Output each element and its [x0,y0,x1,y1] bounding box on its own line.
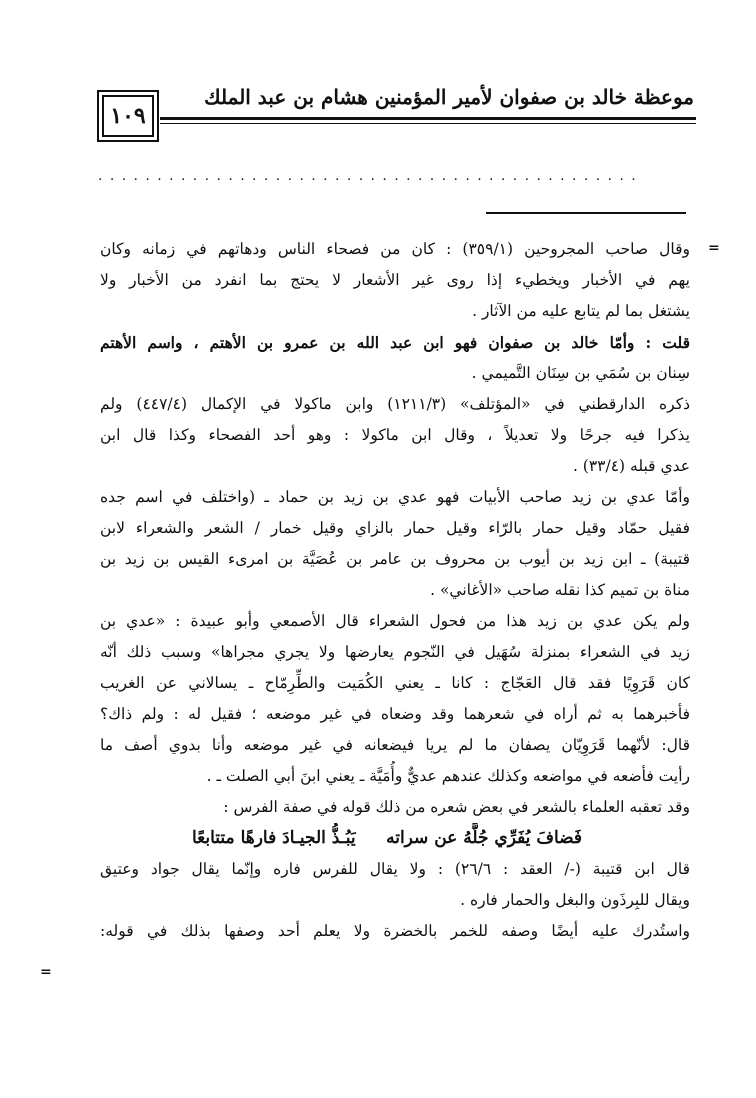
text-line: قال: لأنّهما قَرَوِيّان يصفان ما لم يريا فيضعانه في غير موضعه وأنا بدوي أصف ما [100,736,690,754]
text-line: رأيت فأضعه في مواضعه وكذلك عندهم عديٌّ وأُمَيَّة ـ يعني ابنَ أبي الصلت ـ . [206,767,690,785]
text-line: ذكره الدارقطني في «المؤتلف» (١٢١١/٣) وابن ماكولا في الإكمال (٤٤٧/٤) ولم [100,395,690,413]
footnote-rule [486,212,686,214]
text-line: كان قَرَوِيًا فقد قال العَجّاج : كانا ـ يعني الكُمَيت والطِّرِمّاح ـ يسالاني عن الغريب [100,674,690,692]
body-text [100,234,690,947]
text-line: قتيبة) ـ ابن زيد بن أيوب بن محروف بن عامر بن عُصَيَّة بن امرىء القيس بن زيد بن [100,550,690,568]
text-line: يذكرا فيه جرحًا ولا تعديلاً ، وقال ابن ماكولا : وهو أحد الفصحاء وكذا قال ابن [100,426,690,444]
text-line: قلت : وأمّا خالد بن صفوان فهو ابن عبد الله بن عمرو بن الأهتم ، واسم الأهتم [100,333,690,352]
header-rule-thick [160,117,696,120]
poem-verse [100,823,690,854]
text-line: يشتغل بما لم يتابع عليه من الآثار . [472,302,690,320]
header-rule-thin [160,123,696,124]
verse-first-hemistich: فَضافَ يُفَرِّي جُلَّهُ عن سراته [386,828,582,848]
text-line: فقيل حمّاد وقيل حمار بالرّاء وقيل حمار بالزاي وقيل خمار / الشعر والشعراء لابن [100,519,690,537]
text-line: فأخبرهما به ثم أراه في شعرهما وقد وضعاه في غير موضعه ؛ فقيل له : ولم ذاك؟ [100,705,690,723]
text-line: واستُدرك عليه أيضًا وصفه للخمر بالخضرة ولا يعلم أحد وصفها بذلك في قوله: [100,922,690,940]
continuation-mark-top: = [708,240,720,256]
page-number-box [97,90,159,142]
text-line: عدي قبله (٣٣/٤) . [572,457,690,475]
verse-second-hemistich: يَبُـذُّ الجيـادَ فارهًا متتابعًا [192,828,356,848]
text-line: يهم في الأخبار ويخطيء إذا روى غير الأشعار لا يحتج بما انفرد من الأخبار ولا [100,271,690,289]
continuation-mark-bottom: = [40,964,52,980]
text-line: زيد في الشعراء بمنزلة سُهَيل في النّجوم يعارضها ولا يجري مجراها» وسبب ذلك أنّه [100,643,690,661]
running-header-title: موعظة خالد بن صفوان لأمير المؤمنين هشام بن عبد الملك [204,85,694,109]
text-line: ويقال للبِرذَون والبغل والحمار فاره . [460,891,690,909]
text-line: وقد تعقبه العلماء بالشعر في بعض شعره من ذلك قوله في صفة الفرس : [223,798,690,816]
text-line: وقال صاحب المجروحين (٣٥٩/١) : كان من فصحاء الناس ودهاتهم في زمانه وكان [100,240,690,258]
text-line: قال ابن قتيبة (-/ العقد : ٢٦/٦) : ولا يقال للفرس فاره وإنّما يقال جواد وعتيق [100,860,690,878]
page-number: ١٠٩ [110,103,146,129]
text-line: ولم يكن عدي بن زيد هذا من فحول الشعراء قال الأصمعي وأبو عبيدة : «عدي بن [100,612,690,630]
text-line: مناة بن تميم كذا نقله صاحب «الأغاني» . [430,581,690,599]
text-line: سِنان بن سُمَي بن سِنَان التَّميمي . [471,364,690,382]
text-line: وأمّا عدي بن زيد صاحب الأبيات فهو عدي بن زيد بن حماد ـ (واختلف في اسم جده [100,488,690,506]
dotted-separator: .............................................. [98,168,644,184]
